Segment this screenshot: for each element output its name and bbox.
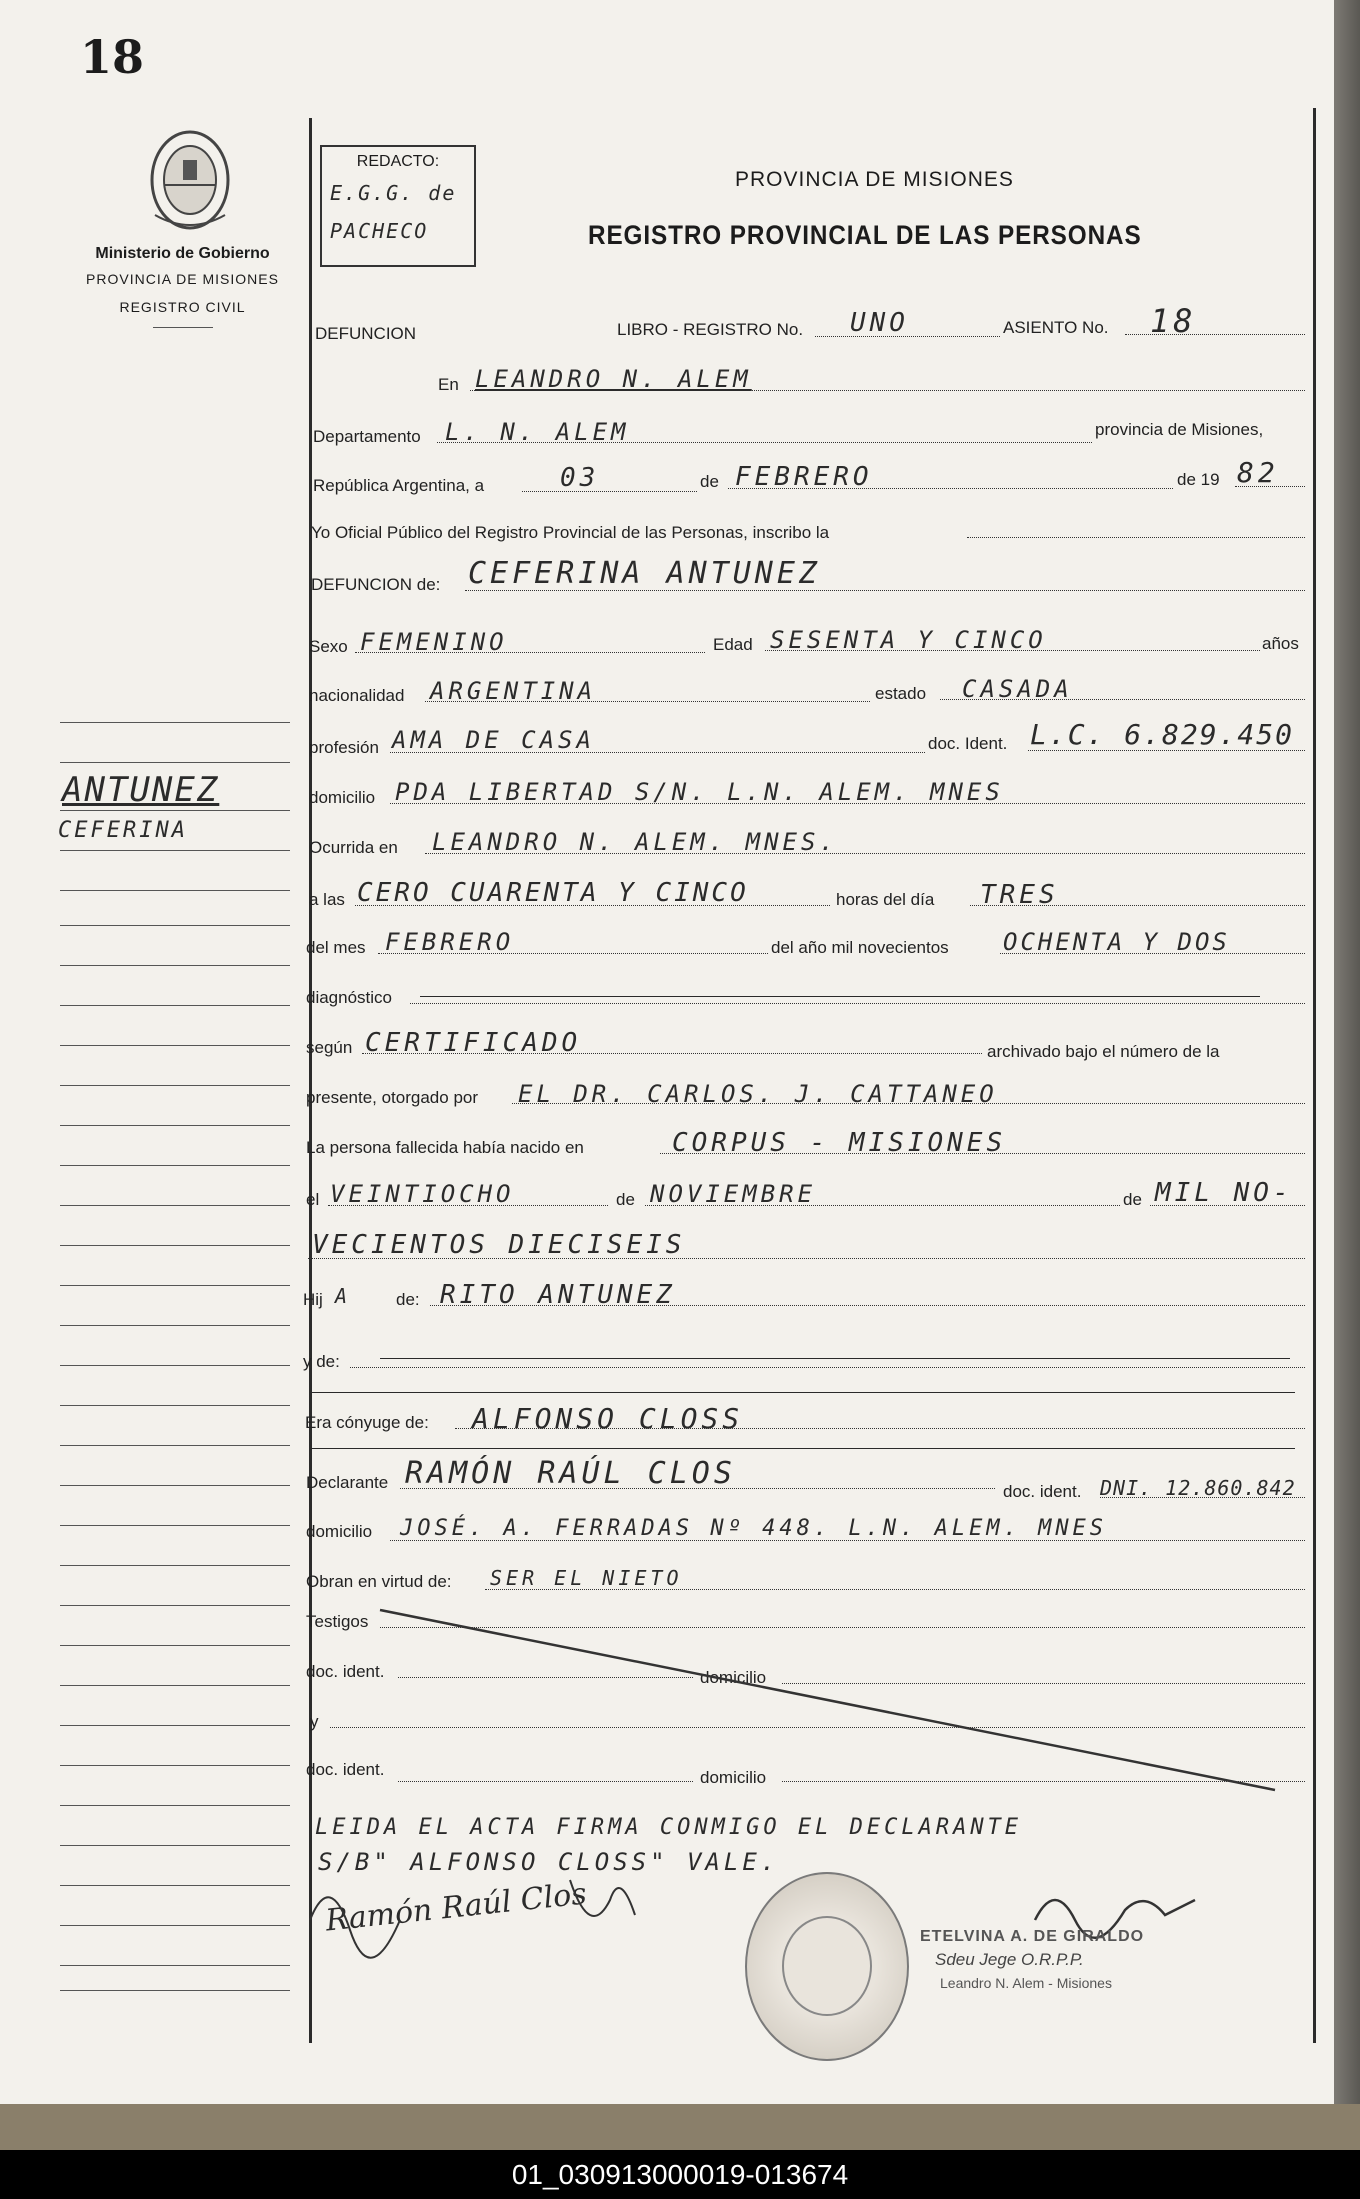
- defuncion-de-value: CEFERINA ANTUNEZ: [468, 556, 821, 591]
- horas-value: TRES: [980, 880, 1059, 910]
- hija-de-label: de:: [396, 1290, 420, 1309]
- del-ano-label: del año mil novecientos: [771, 938, 949, 957]
- header-registry: REGISTRO PROVINCIAL DE LAS PERSONAS: [588, 220, 1142, 250]
- page-edge-shadow: [1334, 0, 1360, 2110]
- decl-doc-label: doc. ident.: [1003, 1482, 1082, 1501]
- a-las-label: a las: [309, 890, 345, 909]
- image-caption: 01_030913000019-013674: [0, 2150, 1360, 2199]
- doc-label: doc. Ident.: [928, 734, 1008, 753]
- closing-line-2: S/B" ALFONSO CLOSS" VALE.: [318, 1848, 780, 1876]
- nacido-label: La persona fallecida había nacido en: [306, 1138, 584, 1157]
- el-value: VEINTIOCHO: [330, 1180, 515, 1208]
- y-label: y: [310, 1712, 319, 1731]
- sexo-label: Sexo: [309, 637, 348, 656]
- decl-domicilio-value: JOSÉ. A. FERRADAS Nº 448. L.N. ALEM. MNES: [400, 1516, 1108, 1541]
- de-anio-label: de: [1123, 1190, 1142, 1209]
- hija-value: RITO ANTUNEZ: [440, 1280, 676, 1310]
- conyuge-label: Era cónyuge de:: [305, 1413, 429, 1432]
- del-mes-label: del mes: [306, 938, 366, 957]
- closing-line-1: LEIDA EL ACTA FIRMA CONMIGO EL DECLARANTE: [315, 1815, 1023, 1840]
- el-label: el: [306, 1190, 320, 1209]
- presente-value: EL DR. CARLOS. J. CATTANEO: [518, 1080, 998, 1108]
- asiento-value: 18: [1150, 302, 1197, 340]
- redacto-box: [320, 145, 476, 267]
- doc-value: L.C. 6.829.450: [1030, 718, 1295, 751]
- margin-surname: ANTUNEZ: [62, 770, 220, 810]
- margin-given-name: CEFERINA: [58, 818, 188, 843]
- decl-domicilio-label: domicilio: [306, 1522, 373, 1541]
- redacto-value-2: PACHECO: [330, 219, 429, 243]
- archivado-text: archivado bajo el número de la: [987, 1042, 1220, 1061]
- hija-label: Hij: [303, 1290, 323, 1309]
- official-seal: [745, 1872, 909, 2061]
- domicilio-value: PDA LIBERTAD S/N. L.N. ALEM. MNES: [395, 778, 1004, 806]
- defuncion-de-label: DEFUNCION de:: [311, 575, 441, 594]
- cancel-strike-line: [300, 1590, 1320, 1810]
- hija-suffix: A: [335, 1284, 352, 1308]
- book-cover-edge: [0, 2104, 1360, 2150]
- segun-label: según: [306, 1038, 353, 1057]
- segun-value: CERTIFICADO: [365, 1028, 582, 1058]
- obran-value: SER EL NIETO: [490, 1566, 683, 1590]
- presente-label: presente, otorgado por: [306, 1088, 479, 1107]
- departamento-value: L. N. ALEM: [445, 418, 630, 446]
- profesion-value: AMA DE CASA: [392, 726, 595, 754]
- redacto-label: REDACTO:: [356, 153, 440, 170]
- edad-value: SESENTA Y CINCO: [770, 626, 1047, 654]
- sexo-value: FEMENINO: [360, 628, 508, 656]
- horas-label: horas del día: [836, 890, 935, 909]
- republica-label: República Argentina, a: [313, 476, 485, 495]
- diagnostico-label: diagnóstico: [306, 988, 393, 1007]
- departamento-label: Departamento: [313, 427, 421, 446]
- declarante-label: Declarante: [306, 1473, 389, 1492]
- page-number: 18: [80, 30, 145, 84]
- conyuge-value: ALFONSO CLOSS: [472, 1402, 744, 1435]
- nacionalidad-value: ARGENTINA: [430, 677, 597, 705]
- en-label: En: [438, 375, 459, 394]
- nacionalidad-label: nacionalidad: [309, 686, 405, 705]
- ministry-province: PROVINCIA DE MISIONES: [86, 271, 279, 287]
- de-mes-label: de: [616, 1190, 635, 1209]
- anio-label: de 19: [1177, 470, 1220, 489]
- officer-name: ETELVINA A. DE GIRALDO: [920, 1928, 1145, 1945]
- coat-of-arms-icon: [145, 125, 235, 235]
- profesion-label: profesión: [309, 738, 379, 757]
- estado-label: estado: [875, 684, 927, 703]
- ocurrida-value: LEANDRO N. ALEM. MNES.: [432, 828, 838, 856]
- ministry-title: Ministerio de Gobierno: [95, 245, 270, 262]
- anos-label: años: [1262, 634, 1299, 653]
- mes-value: FEBRERO: [735, 462, 873, 492]
- libro-value: UNO: [850, 308, 909, 338]
- domicilio2-label: domicilio: [700, 1668, 767, 1687]
- ministry-registry: REGISTRO CIVIL: [119, 299, 246, 315]
- doc-ident-label: doc. ident.: [306, 1662, 385, 1681]
- header-province: PROVINCIA DE MISIONES: [735, 168, 1014, 191]
- testigos-label: Testigos: [306, 1612, 369, 1631]
- dia-value: 03: [560, 463, 600, 493]
- decl-doc-value: DNI. 12.860.842: [1100, 1476, 1296, 1500]
- domicilio-label: domicilio: [309, 788, 376, 807]
- domicilio3-label: domicilio: [700, 1768, 767, 1787]
- oficial-text: Yo Oficial Público del Registro Provincial de las Personas, inscribo la: [311, 523, 830, 542]
- estado-value: CASADA: [962, 675, 1073, 703]
- edad-label: Edad: [713, 635, 753, 654]
- de-mes-value: NOVIEMBRE: [650, 1180, 817, 1208]
- officer-place: Leandro N. Alem - Misiones: [940, 1975, 1112, 1991]
- asiento-label: ASIENTO No.: [1003, 318, 1109, 337]
- provincia-text: provincia de Misiones,: [1095, 420, 1264, 439]
- redacto-value-1: E.G.G. de: [330, 181, 457, 205]
- del-mes-value: FEBRERO: [385, 928, 515, 956]
- libro-label: LIBRO - REGISTRO No.: [617, 320, 804, 339]
- del-ano-value: OCHENTA Y DOS: [1003, 928, 1230, 956]
- a-las-value: CERO CUARENTA Y CINCO: [357, 878, 749, 908]
- doc-ident2-label: doc. ident.: [306, 1760, 385, 1779]
- de-anio-value: MIL NO-: [1155, 1178, 1293, 1208]
- y-de-label: y de:: [303, 1352, 340, 1371]
- ocurrida-label: Ocurrida en: [309, 838, 398, 857]
- anio-value: 82: [1237, 456, 1279, 489]
- signature-scribble: [290, 1860, 670, 1960]
- obran-label: Obran en virtud de:: [306, 1572, 452, 1591]
- declarante-value: RAMÓN RAÚL CLOS: [405, 1456, 736, 1491]
- en-value: LEANDRO N. ALEM: [475, 365, 752, 393]
- anio-cont-value: VECIENTOS DIECISEIS: [312, 1230, 686, 1260]
- officer-title: Sdeu Jege O.R.P.P.: [935, 1950, 1084, 1969]
- declarante-signature: Ramón Raúl Clos: [323, 1876, 589, 1939]
- form-type-label: DEFUNCION: [315, 324, 417, 343]
- nacido-value: CORPUS - MISIONES: [672, 1128, 1007, 1158]
- de-label: de: [700, 472, 719, 491]
